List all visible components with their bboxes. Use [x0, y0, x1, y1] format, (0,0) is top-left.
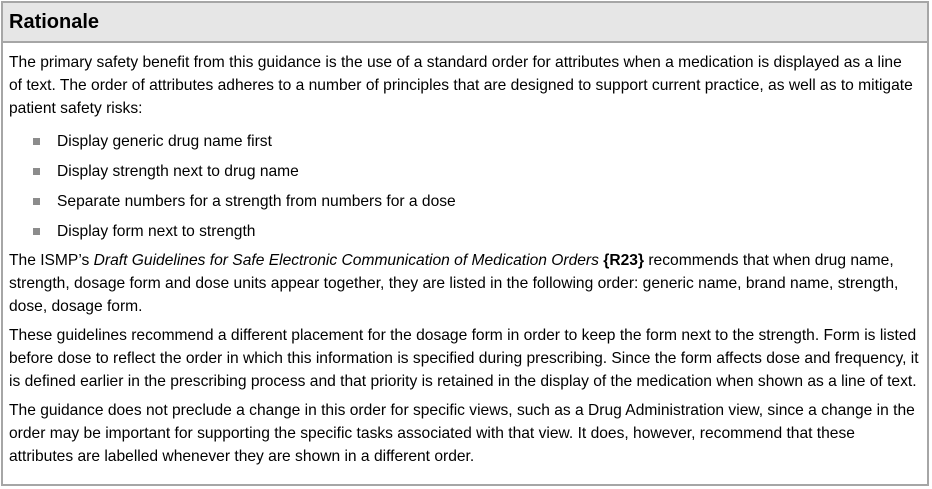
panel-header [3, 3, 927, 43]
square-bullet-icon [33, 198, 40, 205]
list-item [9, 186, 919, 216]
principles-list [9, 126, 919, 246]
ismp-prefix: The ISMP’s [9, 252, 94, 269]
panel-title: Rationale [9, 10, 100, 33]
ismp-document-title: Draft Guidelines for Safe Electronic Communication of Medication Orders [93, 252, 599, 269]
list-item-text: Display strength next to drug name [57, 162, 299, 180]
reference-r23: {R23} [603, 252, 645, 269]
list-item-text: Display form next to strength [57, 222, 256, 240]
ismp-suffix: recommends that when drug name, strength, dosage form and dose units appear together, they are listed in the following order: generic name, brand name, strength, dose, dosage form. [9, 252, 899, 315]
square-bullet-icon [33, 228, 40, 235]
paragraph-primary-benefit: The primary safety benefit from this guidance is the use of a standard order for attributes when a medication is displayed as a line of text. The order of attributes adheres to a number of principles that are designed to support current practice, as well as to mitigate patient safety risks: [9, 54, 913, 117]
list-item [9, 156, 919, 186]
square-bullet-icon [33, 138, 40, 145]
square-bullet-icon [33, 168, 40, 175]
list-item [9, 126, 919, 156]
list-item-text: Separate numbers for a strength from numbers for a dose [57, 192, 456, 210]
paragraph-specific-views: The guidance does not preclude a change in this order for specific views, such as a Drug Administration view, since a change in the order may be important for supporting the specific tasks associated with that view. It does, however, recommend that these attributes are labelled whenever they are shown in a different order. [9, 402, 915, 465]
paragraph-form-placement: These guidelines recommend a different placement for the dosage form in order to keep the form next to the strength. Form is listed before dose to reflect the order in which this information is specified during prescribing. Since the form affects dose and frequency, it is defined earlier in the prescribing process and that priority is retained in the display of the medication when shown as a line of text. [9, 327, 919, 390]
paragraph-ismp-guidelines [9, 249, 919, 318]
list-item [9, 216, 919, 246]
panel-body [3, 43, 927, 468]
list-item-text: Display generic drug name first [57, 132, 272, 150]
rationale-panel [1, 1, 929, 486]
